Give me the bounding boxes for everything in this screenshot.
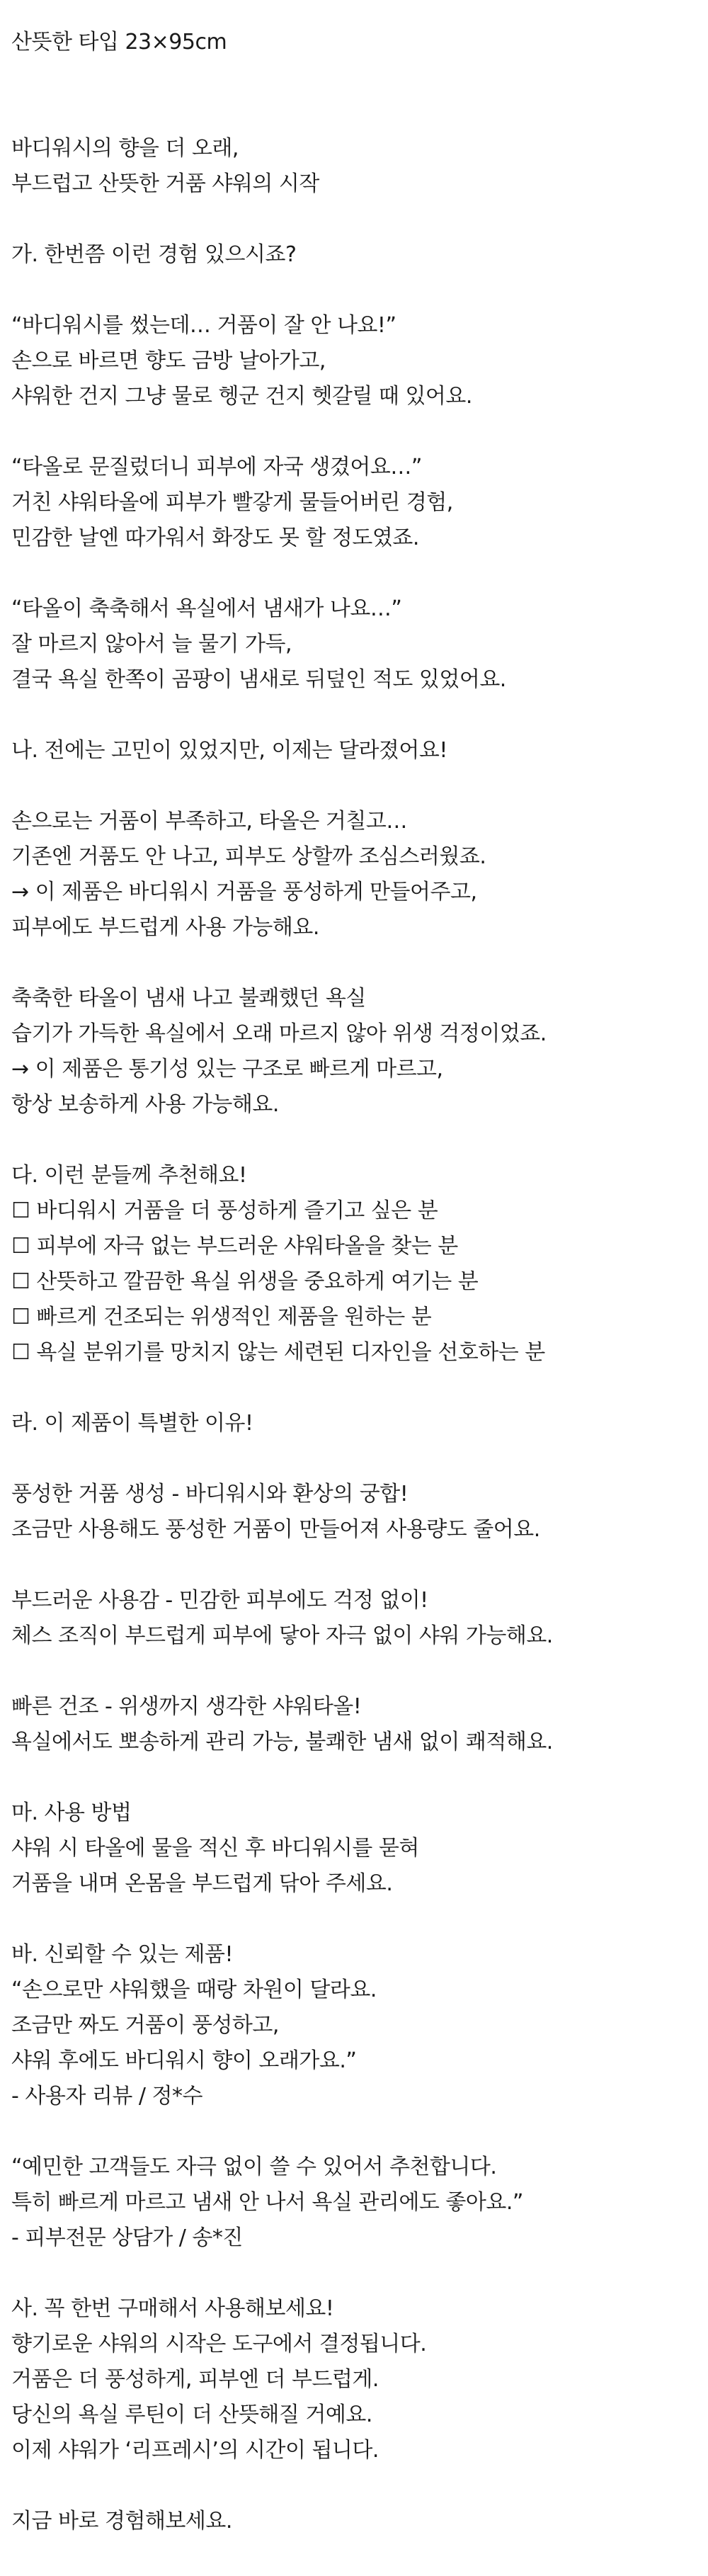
- checklist-item: ☐ 산뜻하고 깔끔한 욕실 위생을 중요하게 여기는 분: [11, 1269, 479, 1294]
- text-line: 잘 마르지 않아서 늘 물기 가득,: [11, 632, 292, 657]
- text-line: 기존엔 거품도 안 나고, 피부도 상할까 조심스러웠죠.: [11, 844, 486, 869]
- text-line: 손으로는 거품이 부족하고, 타올은 거칠고…: [11, 809, 407, 834]
- text-line: 향기로운 샤워의 시작은 도구에서 결정됩니다.: [11, 2332, 427, 2356]
- text-line: 빠른 건조 - 위생까지 생각한 샤워타올!: [11, 1694, 362, 1719]
- text-line: 거품을 내며 온몸을 부드럽게 닦아 주세요.: [11, 1871, 393, 1896]
- text-line: 라. 이 제품이 특별한 이유!: [11, 1411, 253, 1436]
- text-line: 부드럽고 산뜻한 거품 샤워의 시작: [11, 171, 319, 196]
- text-line: 민감한 날엔 따가워서 화장도 못 할 정도였죠.: [11, 526, 419, 550]
- text-line: 샤워 시 타올에 물을 적신 후 바디워시를 묻혀: [11, 1836, 419, 1861]
- text-line: 풍성한 거품 생성 - 바디워시와 환상의 궁합!: [11, 1482, 409, 1507]
- text-line: 나. 전에는 고민이 있었지만, 이제는 달라졌어요!: [11, 738, 447, 763]
- text-line: 조금만 짜도 거품이 풍성하고,: [11, 2013, 279, 2038]
- text-line: 축축한 타올이 냄새 나고 불쾌했던 욕실: [11, 986, 366, 1011]
- text-line: “예민한 고객들도 자극 없이 쓸 수 있어서 추천합니다.: [11, 2155, 497, 2179]
- checklist-item: ☐ 욕실 분위기를 망치지 않는 세련된 디자인을 선호하는 분: [11, 1340, 545, 1365]
- text-line: 산뜻한 타입 23×95cm: [11, 30, 227, 55]
- text-line: 다. 이런 분들께 추천해요!: [11, 1163, 247, 1188]
- text-line: 이제 샤워가 ‘리프레시’의 시간이 됩니다.: [11, 2438, 379, 2463]
- text-line: 항상 보송하게 사용 가능해요.: [11, 1092, 279, 1117]
- text-line: 마. 사용 방법: [11, 1800, 132, 1825]
- text-line: 거품은 더 풍성하게, 피부엔 더 부드럽게.: [11, 2367, 379, 2392]
- text-line: 특히 빠르게 마르고 냄새 안 나서 욕실 관리에도 좋아요.”: [11, 2190, 523, 2215]
- text-line: “타올이 축축해서 욕실에서 냄새가 나요…”: [11, 596, 402, 621]
- text-line: 부드러운 사용감 - 민감한 피부에도 걱정 없이!: [11, 1588, 428, 1613]
- text-line: 욕실에서도 뽀송하게 관리 가능, 불쾌한 냄새 없이 쾌적해요.: [11, 1730, 553, 1754]
- text-line: 피부에도 부드럽게 사용 가능해요.: [11, 915, 319, 940]
- text-line: 당신의 욕실 루틴이 더 산뜻해질 거예요.: [11, 2402, 372, 2427]
- text-line: 샤워 후에도 바디워시 향이 오래가요.”: [11, 2048, 357, 2073]
- text-line: 조금만 사용해도 풍성한 거품이 만들어져 사용량도 줄어요.: [11, 1517, 540, 1542]
- text-line: 손으로 바르면 향도 금방 날아가고,: [11, 348, 326, 373]
- text-line: 바. 신뢰할 수 있는 제품!: [11, 1942, 234, 1967]
- checklist-item: ☐ 피부에 자극 없는 부드러운 샤워타올을 찾는 분: [11, 1234, 458, 1259]
- text-line: 바디워시의 향을 더 오래,: [11, 136, 239, 161]
- text-line: “바디워시를 썼는데… 거품이 잘 안 나요!”: [11, 313, 396, 338]
- text-line: 결국 욕실 한쪽이 곰팡이 냄새로 뒤덮인 적도 있었어요.: [11, 667, 506, 692]
- checklist-item: ☐ 바디워시 거품을 더 풍성하게 즐기고 싶은 분: [11, 1198, 438, 1223]
- text-line: → 이 제품은 통기성 있는 구조로 빠르게 마르고,: [11, 1057, 443, 1082]
- text-line: 지금 바로 경험해보세요.: [11, 2509, 232, 2534]
- text-line: 샤워한 건지 그냥 물로 헹군 건지 헷갈릴 때 있어요.: [11, 384, 472, 409]
- text-line: 습기가 가득한 욕실에서 오래 마르지 않아 위생 걱정이었죠.: [11, 1021, 547, 1046]
- checklist-item: ☐ 빠르게 건조되는 위생적인 제품을 원하는 분: [11, 1305, 432, 1329]
- text-line: “타올로 문질렀더니 피부에 자국 생겼어요…”: [11, 455, 422, 480]
- text-line: 가. 한번쯤 이런 경험 있으시죠?: [11, 242, 297, 267]
- text-line: 사. 꼭 한번 구매해서 사용해보세요!: [11, 2296, 334, 2321]
- text-line: 체스 조직이 부드럽게 피부에 닿아 자극 없이 샤워 가능해요.: [11, 1623, 553, 1648]
- text-line: “손으로만 샤워했을 때랑 차원이 달라요.: [11, 1978, 377, 2002]
- text-line: - 피부전문 상담가 / 송*진: [11, 2225, 243, 2250]
- text-line: 거친 샤워타올에 피부가 빨갛게 물들어버린 경험,: [11, 490, 453, 515]
- text-line: - 사용자 리뷰 / 정*수: [11, 2084, 202, 2109]
- text-line: → 이 제품은 바디워시 거품을 풍성하게 만들어주고,: [11, 880, 477, 904]
